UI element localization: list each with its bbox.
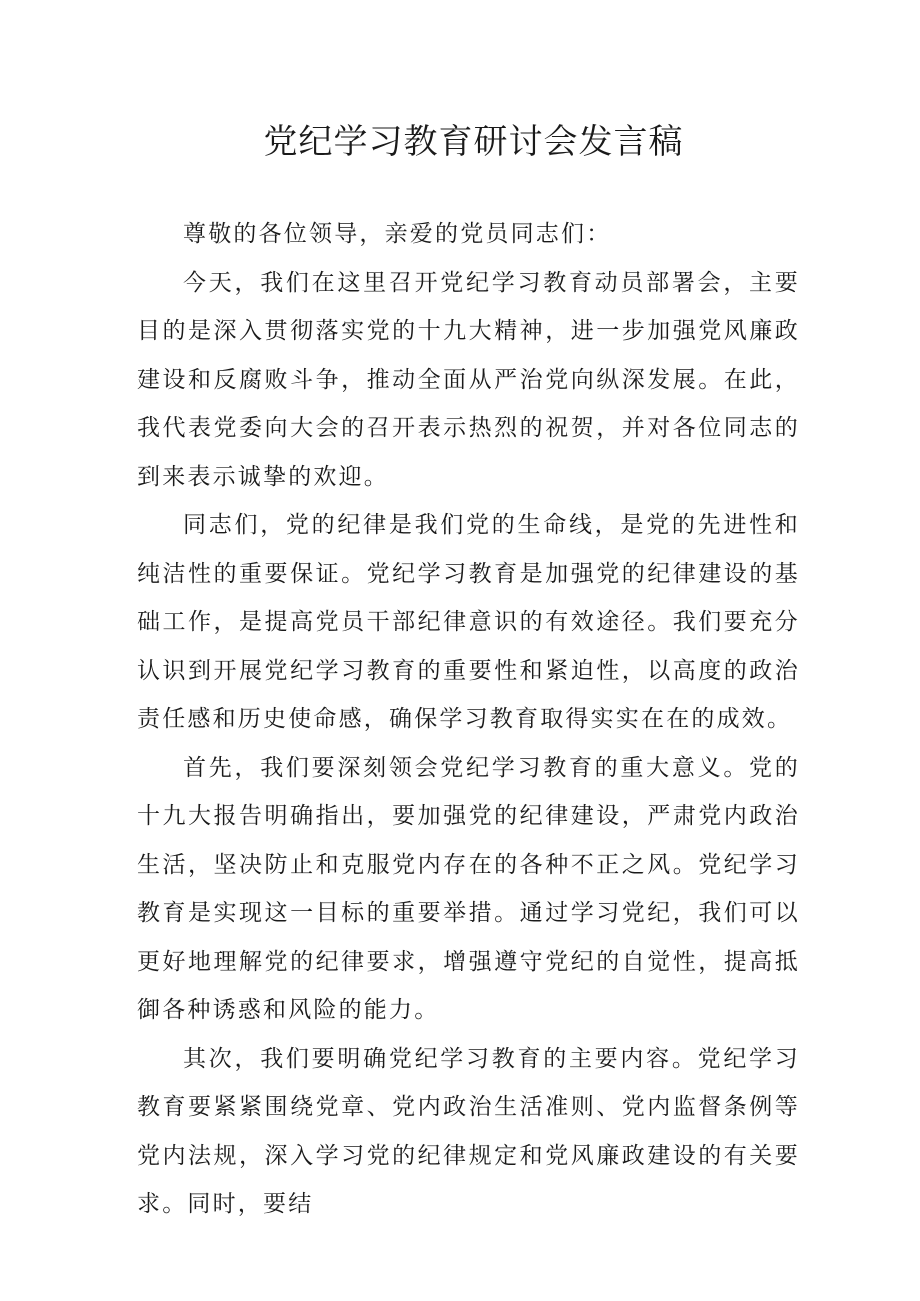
greeting-paragraph: 尊敬的各位领导，亲爱的党员同志们：	[183, 221, 612, 247]
body-paragraph-3: 首先，我们要深刻领会党纪学习教育的重大意义。党的十九大报告明确指出，要加强党的纪律建设，严肃党内政治生活，坚决防止和克服党内存在的各种不正之风。党纪学习教育是实现这一目标的重要举措。通过学习党纪，我们可以更好地理解党的纪律要求，增强遵守党纪的自觉性，提高抵御各种诱惑和风险的能力。	[137, 754, 800, 1023]
body-paragraph-2: 同志们，党的纪律是我们党的生命线，是党的先进性和纯洁性的重要保证。党纪学习教育是加强党的纪律建设的基础工作，是提高党员干部纪律意识的有效途径。我们要充分认识到开展党纪学习教育的重要性和紧迫性，以高度的政治责任感和历史使命感，确保学习教育取得实实在在的成效。	[137, 512, 800, 732]
document-title: 党纪学习教育研讨会发言稿	[263, 122, 684, 162]
body-paragraph-4: 其次，我们要明确党纪学习教育的主要内容。党纪学习教育要紧紧围绕党章、党内政治生活准则、党内监督条例等党内法规，深入学习党的纪律规定和党风廉政建设的有关要求。同时，要结	[137, 1045, 800, 1217]
body-paragraph-1: 今天，我们在这里召开党纪学习教育动员部署会，主要目的是深入贯彻落实党的十九大精神，进一步加强党风廉政建设和反腐败斗争，推动全面从严治党向纵深发展。在此，我代表党委向大会的召开表示热烈的祝贺，并对各位同志的到来表示诚挚的欢迎。	[137, 269, 800, 490]
